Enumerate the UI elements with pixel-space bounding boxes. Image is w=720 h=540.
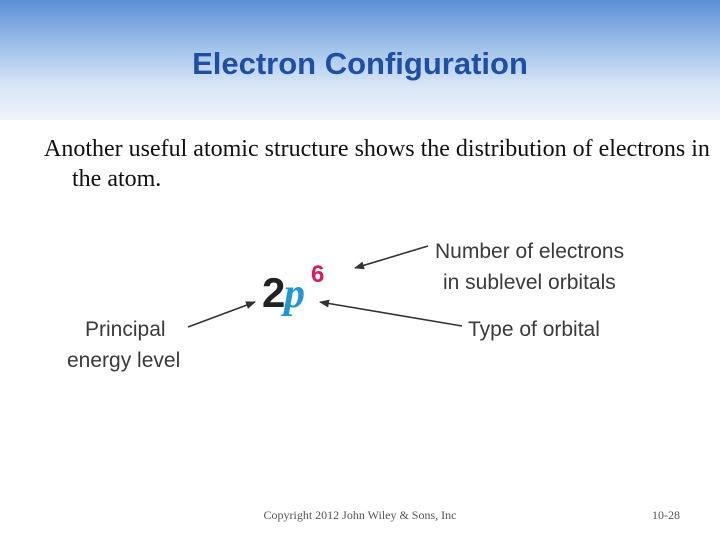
notation-electrons: 6 <box>311 261 325 288</box>
label-principal-line1: Principal <box>85 318 166 341</box>
label-electrons-line1: Number of electrons <box>435 240 625 263</box>
arrow-electrons <box>355 246 428 268</box>
notation-level: 2 <box>262 269 286 316</box>
arrow-principal-level <box>188 302 255 327</box>
slide-number: 10-28 <box>652 508 680 522</box>
body-text: Another useful atomic structure shows the distribution of electrons in the atom. <box>44 136 710 192</box>
notation-orbital: p <box>284 271 305 317</box>
label-principal-line2: energy level <box>67 349 181 372</box>
label-orbital-type: Type of orbital <box>468 318 600 341</box>
copyright-text: Copyright 2012 John Wiley & Sons, Inc <box>263 508 457 522</box>
arrow-orbital-type <box>320 302 462 326</box>
label-electrons-line2: in sublevel orbitals <box>443 271 616 294</box>
slide-title: Electron Configuration <box>192 46 528 81</box>
